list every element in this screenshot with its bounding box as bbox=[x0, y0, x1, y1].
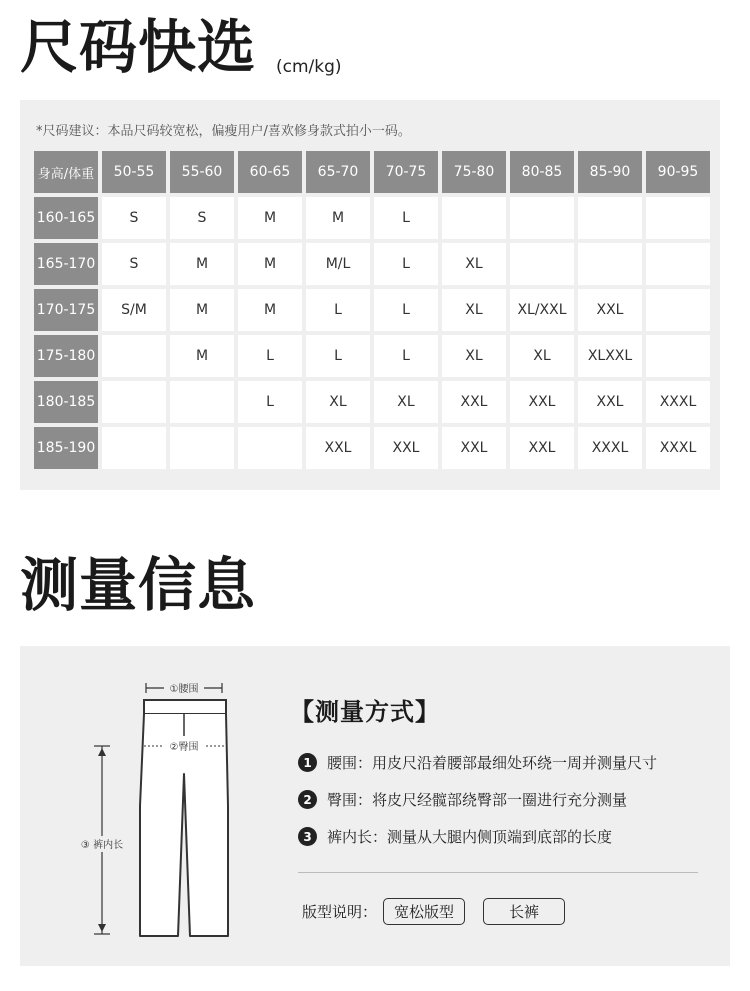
size-cell: L bbox=[238, 335, 302, 377]
height-header: 170-175 bbox=[34, 289, 98, 331]
size-cell: L bbox=[306, 335, 370, 377]
number-badge: 3 bbox=[298, 827, 317, 846]
waist-label: ①腰围 bbox=[169, 684, 199, 695]
size-cell: XXL bbox=[578, 289, 642, 331]
size-cell: L bbox=[374, 197, 438, 239]
size-cell: XXL bbox=[578, 381, 642, 423]
size-cell: XXL bbox=[510, 427, 574, 469]
size-cell: M bbox=[238, 243, 302, 285]
size-cell bbox=[102, 381, 166, 423]
weight-header: 85-90 bbox=[578, 151, 642, 193]
table-row bbox=[34, 427, 710, 469]
fit-description bbox=[302, 898, 565, 925]
corner-header: 身高/体重 bbox=[34, 151, 98, 193]
size-cell: M/L bbox=[306, 243, 370, 285]
size-cell: XXL bbox=[374, 427, 438, 469]
method-item-3 bbox=[298, 826, 612, 847]
fit-label: 版型说明： bbox=[302, 903, 378, 921]
hip-label: ②臀围 bbox=[169, 742, 199, 753]
method-text: 臀围：将皮尺经髋部绕臀部一圈进行充分测量 bbox=[327, 791, 628, 809]
weight-header: 60-65 bbox=[238, 151, 302, 193]
size-cell bbox=[646, 197, 710, 239]
size-cell bbox=[578, 197, 642, 239]
size-cell: XL bbox=[442, 335, 506, 377]
height-header: 175-180 bbox=[34, 335, 98, 377]
size-cell: S/M bbox=[102, 289, 166, 331]
size-cell bbox=[578, 243, 642, 285]
size-cell: L bbox=[374, 243, 438, 285]
size-cell: XL/XXL bbox=[510, 289, 574, 331]
size-cell bbox=[646, 243, 710, 285]
size-cell: XXL bbox=[306, 427, 370, 469]
size-chart-panel bbox=[20, 100, 720, 490]
unit-label: (cm/kg) bbox=[276, 57, 342, 77]
size-cell bbox=[238, 427, 302, 469]
size-cell bbox=[510, 243, 574, 285]
size-note: *尺码建议：本品尺码较宽松，偏瘦用户/喜欢修身款式拍小一码。 bbox=[36, 124, 411, 139]
size-cell bbox=[646, 335, 710, 377]
height-header: 165-170 bbox=[34, 243, 98, 285]
method-text: 腰围：用皮尺沿着腰部最细处环绕一周并测量尺寸 bbox=[327, 754, 658, 772]
size-cell: S bbox=[102, 197, 166, 239]
divider bbox=[298, 872, 698, 873]
size-cell: XXXL bbox=[578, 427, 642, 469]
size-cell bbox=[102, 427, 166, 469]
height-header: 160-165 bbox=[34, 197, 98, 239]
size-cell bbox=[170, 381, 234, 423]
method-title: 【测量方式】 bbox=[290, 698, 440, 726]
size-cell: M bbox=[306, 197, 370, 239]
fit-tag-long: 长裤 bbox=[483, 898, 565, 925]
table-row bbox=[34, 197, 710, 239]
size-cell: XLXXL bbox=[578, 335, 642, 377]
size-cell: M bbox=[238, 289, 302, 331]
size-cell: S bbox=[170, 197, 234, 239]
weight-header: 90-95 bbox=[646, 151, 710, 193]
weight-header: 55-60 bbox=[170, 151, 234, 193]
height-header: 180-185 bbox=[34, 381, 98, 423]
table-row bbox=[34, 243, 710, 285]
measure-section-title: 测量信息 bbox=[20, 551, 257, 619]
method-item-1 bbox=[298, 752, 657, 773]
size-cell: M bbox=[170, 335, 234, 377]
size-cell bbox=[510, 197, 574, 239]
size-cell: XXL bbox=[442, 381, 506, 423]
size-cell: XL bbox=[442, 243, 506, 285]
size-cell: M bbox=[170, 289, 234, 331]
size-cell: XL bbox=[306, 381, 370, 423]
weight-header: 80-85 bbox=[510, 151, 574, 193]
size-cell bbox=[170, 427, 234, 469]
weight-header: 65-70 bbox=[306, 151, 370, 193]
size-cell: XXXL bbox=[646, 427, 710, 469]
table-row bbox=[34, 289, 710, 331]
inseam-label: ③ 裤内长 bbox=[80, 840, 124, 851]
size-cell: L bbox=[374, 289, 438, 331]
size-table bbox=[30, 147, 714, 473]
method-item-2 bbox=[298, 789, 627, 810]
size-cell bbox=[442, 197, 506, 239]
size-cell bbox=[646, 289, 710, 331]
method-text: 裤内长：测量从大腿内侧顶端到底部的长度 bbox=[327, 828, 613, 846]
size-section-title: 尺码快选 bbox=[20, 13, 257, 81]
table-row bbox=[34, 381, 710, 423]
number-badge: 1 bbox=[298, 753, 317, 772]
size-cell: XXL bbox=[510, 381, 574, 423]
measure-panel bbox=[20, 646, 730, 966]
size-cell: S bbox=[102, 243, 166, 285]
fit-tag-loose: 宽松版型 bbox=[383, 898, 465, 925]
weight-header: 75-80 bbox=[442, 151, 506, 193]
size-cell: XL bbox=[442, 289, 506, 331]
size-cell: L bbox=[306, 289, 370, 331]
size-cell: M bbox=[170, 243, 234, 285]
size-cell: M bbox=[238, 197, 302, 239]
weight-header: 50-55 bbox=[102, 151, 166, 193]
size-cell: XXXL bbox=[646, 381, 710, 423]
size-cell: XL bbox=[374, 381, 438, 423]
size-cell: L bbox=[238, 381, 302, 423]
height-header: 185-190 bbox=[34, 427, 98, 469]
size-cell: XXL bbox=[442, 427, 506, 469]
size-cell: XL bbox=[510, 335, 574, 377]
size-cell: L bbox=[374, 335, 438, 377]
size-cell bbox=[102, 335, 166, 377]
weight-header: 70-75 bbox=[374, 151, 438, 193]
table-row bbox=[34, 335, 710, 377]
pants-diagram bbox=[40, 656, 270, 966]
number-badge: 2 bbox=[298, 790, 317, 809]
table-header-row bbox=[34, 151, 710, 193]
